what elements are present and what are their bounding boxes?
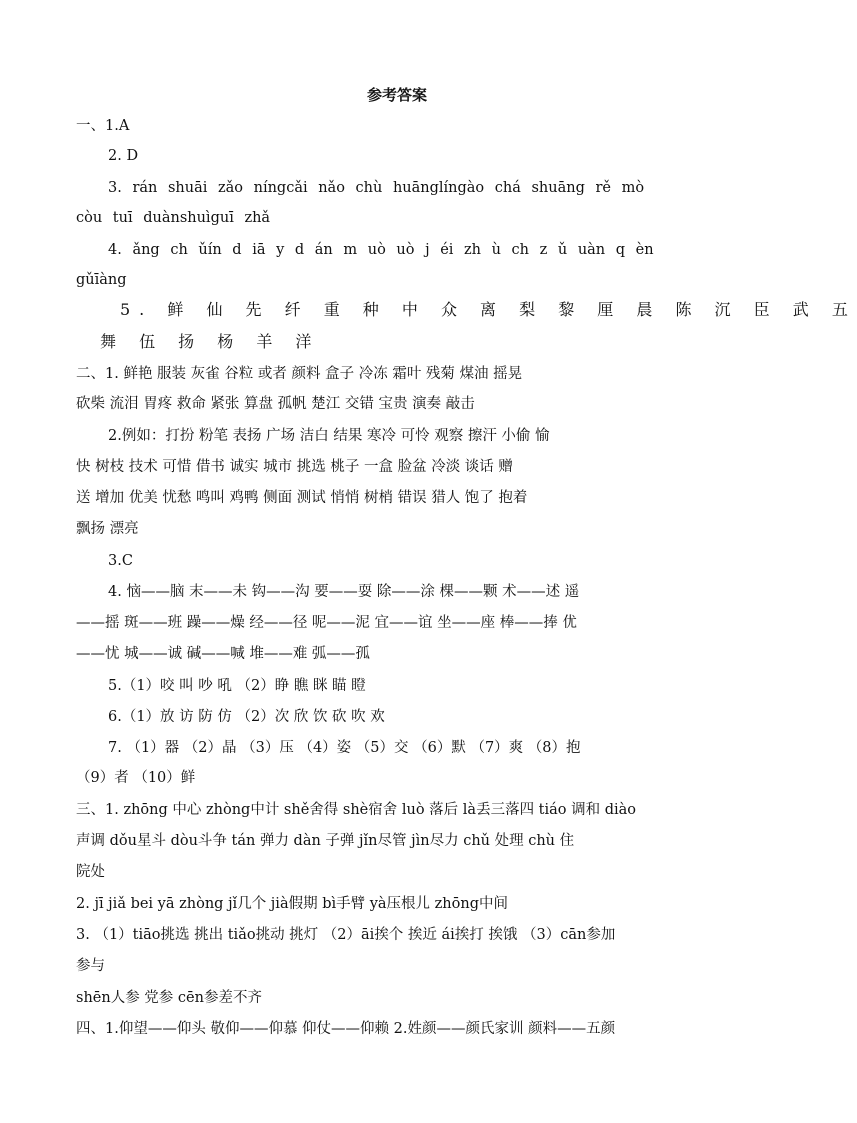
text-line: còu tuī duànshuìguī zhǎ [76,210,271,226]
text-line: 三、1. zhōng 中心 zhòng中计 shě舍得 shè宿舍 luò 落后 là丢三落四 tiáo 调和 diào [76,802,637,818]
text-line: 二、1. 鲜艳 服装 灰雀 谷粒 或者 颜料 盒子 冷冻 霜叶 残菊 煤油 摇晃 [76,366,523,382]
text-line: （9）者 （10）鲜 [76,770,196,786]
text-line: ——摇 斑——班 躁——燥 经——径 呢——泥 宜——谊 坐——座 棒——捧 优 [76,615,577,631]
page-title: 参考答案 [366,86,427,104]
text-line: 4. 恼——脑 末——未 钩——沟 要——耍 除——涂 棵——颗 术——述 遥 [108,584,580,600]
text-line: 3.C [108,553,133,569]
text-line: 舞 伍 扬 杨 羊 洋 [100,332,321,351]
text-line: shēn人参 党参 cēn参差不齐 [76,990,262,1006]
text-line: 2. jī jiǎ bei yā zhòng jǐ几个 jià假期 bì手臂 yà压根儿 zhōng中间 [76,896,508,912]
text-line: 5.（1）咬 叫 吵 吼 （2）睁 瞧 眯 瞄 瞪 [108,678,366,694]
text-line: 2. D [108,148,139,164]
text-line: 院处 [76,864,105,880]
text-line: 2.例如：打扮 粉笔 表扬 广场 洁白 结果 寒冷 可怜 观察 擦汗 小偷 愉 [108,428,550,444]
text-line: 声调 dǒu星斗 dòu斗争 tán 弹力 dàn 子弹 jǐn尽管 jìn尽力 chǔ 处理 chù 住 [76,833,575,849]
text-line: 5. 鲜 仙 先 纤 重 种 中 众 离 梨 黎 厘 晨 陈 沉 臣 武 五 [120,300,857,319]
text-line: 参与 [76,958,105,974]
text-line: 砍柴 流泪 胃疼 救命 紧张 算盘 孤帆 楚江 交错 宝贵 演奏 敲击 [76,396,475,412]
text-line: 7. （1）器 （2）晶 （3）压 （4）姿 （5）交 （6）默 （7）爽 （8）抱 [108,740,581,756]
text-line: 飘扬 漂亮 [76,521,139,537]
text-line: 3. （1）tiāo挑选 挑出 tiǎo挑动 挑灯 （2）āi挨个 挨近 ái挨打 挨饿 （3）cān参加 [76,927,616,943]
text-line: 送 增加 优美 忧愁 鸣叫 鸡鸭 侧面 测试 悄悄 树梢 错误 猎人 饱了 抱着 [76,490,528,506]
text-line: ——忧 城——诚 碱——喊 堆——难 弧——孤 [76,646,370,662]
text-line: 一、1.A [76,118,130,134]
text-line: 3. rán shuāi zǎo níngcǎi nǎo chù huānglíngào chá shuāng rě mò [108,180,645,196]
text-line: 4. ǎng ch ǔín d iā y d án m uò uò j éi zh ù ch z ǔ uàn q èn [108,242,654,258]
text-line: 快 树枝 技术 可惜 借书 诚实 城市 挑选 桃子 一盒 脸盆 冷淡 谈话 赠 [76,459,513,475]
text-line: gǔīàng [76,272,127,288]
text-line: 6.（1）放 访 防 仿 （2）次 欣 饮 砍 吹 欢 [108,709,385,725]
text-line: 四、1.仰望——仰头 敬仰——仰慕 仰仗——仰赖 2.姓颜——颜氏家训 颜料——五颜 [76,1021,616,1037]
